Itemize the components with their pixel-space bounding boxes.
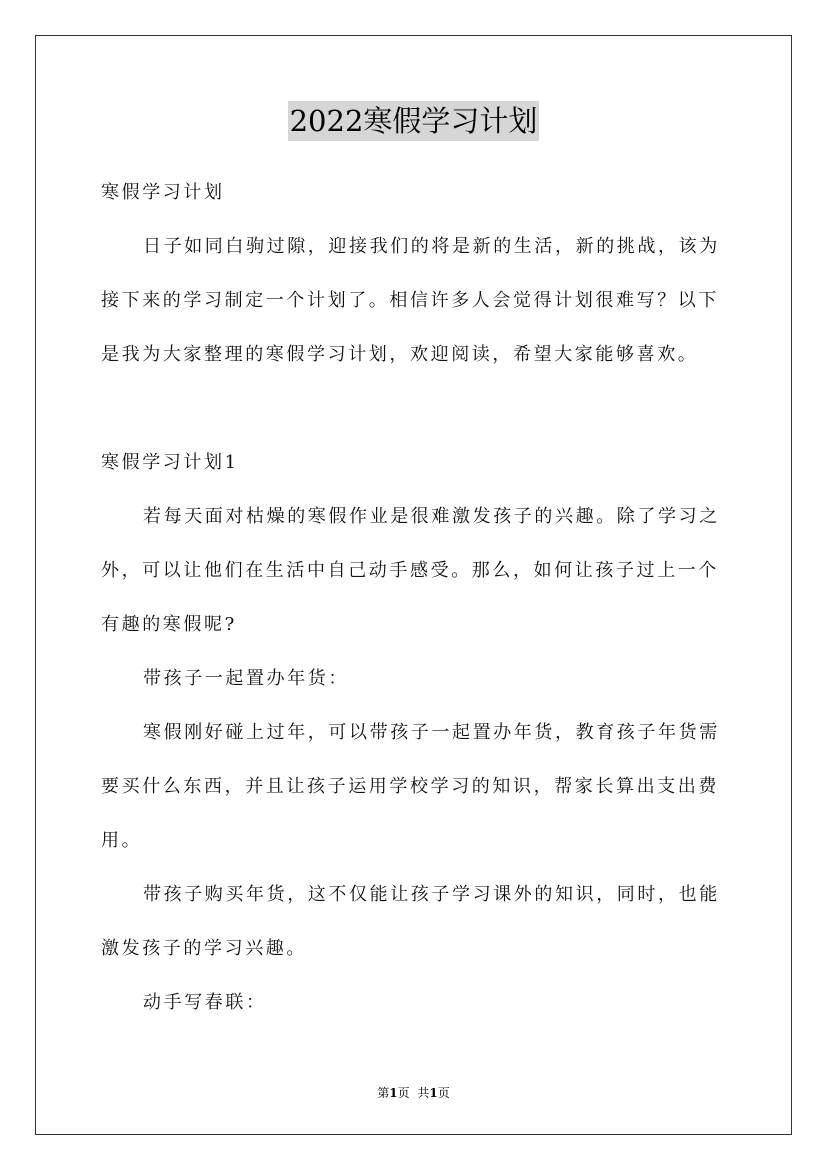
intro-line: 是我为大家整理的寒假学习计划，欢迎阅读，希望大家能够喜欢。 <box>101 344 699 365</box>
paragraph-5 <box>101 976 728 1030</box>
paragraph-line: 外，可以让他们在生活中自己动手感受。那么，如何让孩子过上一个 <box>101 560 719 581</box>
paragraph-line: 带孩子购买年货，这不仅能让孩子学习课外的知识，同时，也能 <box>143 884 720 905</box>
subtitle <box>101 166 728 220</box>
section-heading-text: 寒假学习计划1 <box>101 452 239 473</box>
total-suffix: 页 <box>437 1086 450 1100</box>
page-number: 1 <box>389 1086 398 1100</box>
paragraph-3 <box>101 706 728 868</box>
page-footer <box>0 1084 827 1101</box>
paragraph-line: 寒假刚好碰上过年，可以带孩子一起置办年货，教育孩子年货需 <box>143 722 720 743</box>
paragraph-line: 激发孩子的学习兴趣。 <box>101 938 307 959</box>
paragraph-line: 带孩子一起置办年货： <box>143 668 349 689</box>
subtitle-text: 寒假学习计划 <box>101 182 225 203</box>
paragraph-line: 动手写春联： <box>143 992 267 1013</box>
paragraph-line: 若每天面对枯燥的寒假作业是很难激发孩子的兴趣。除了学习之 <box>143 506 720 527</box>
paragraph-2 <box>101 652 728 706</box>
document-title: 2022寒假学习计划 <box>288 101 540 141</box>
intro-line: 日子如同白驹过隙，迎接我们的将是新的生活，新的挑战，该为 <box>143 236 720 257</box>
paragraph-4 <box>101 868 728 976</box>
section-heading <box>101 436 728 490</box>
paragraph-line: 用。 <box>101 830 143 851</box>
page-prefix: 第 <box>377 1086 390 1100</box>
intro-line: 接下来的学习制定一个计划了。相信许多人会觉得计划很难写？以下 <box>101 290 719 311</box>
page-suffix: 页 <box>397 1086 410 1100</box>
total-prefix: 共 <box>417 1086 430 1100</box>
page-total: 1 <box>429 1086 438 1100</box>
title-container <box>0 101 827 141</box>
paragraph-line: 有趣的寒假呢? <box>101 614 237 635</box>
paragraph-line: 要买什么东西，并且让孩子运用学校学习的知识，帮家长算出支出费 <box>101 776 719 797</box>
intro-paragraph <box>101 220 728 382</box>
paragraph-1 <box>101 490 728 652</box>
